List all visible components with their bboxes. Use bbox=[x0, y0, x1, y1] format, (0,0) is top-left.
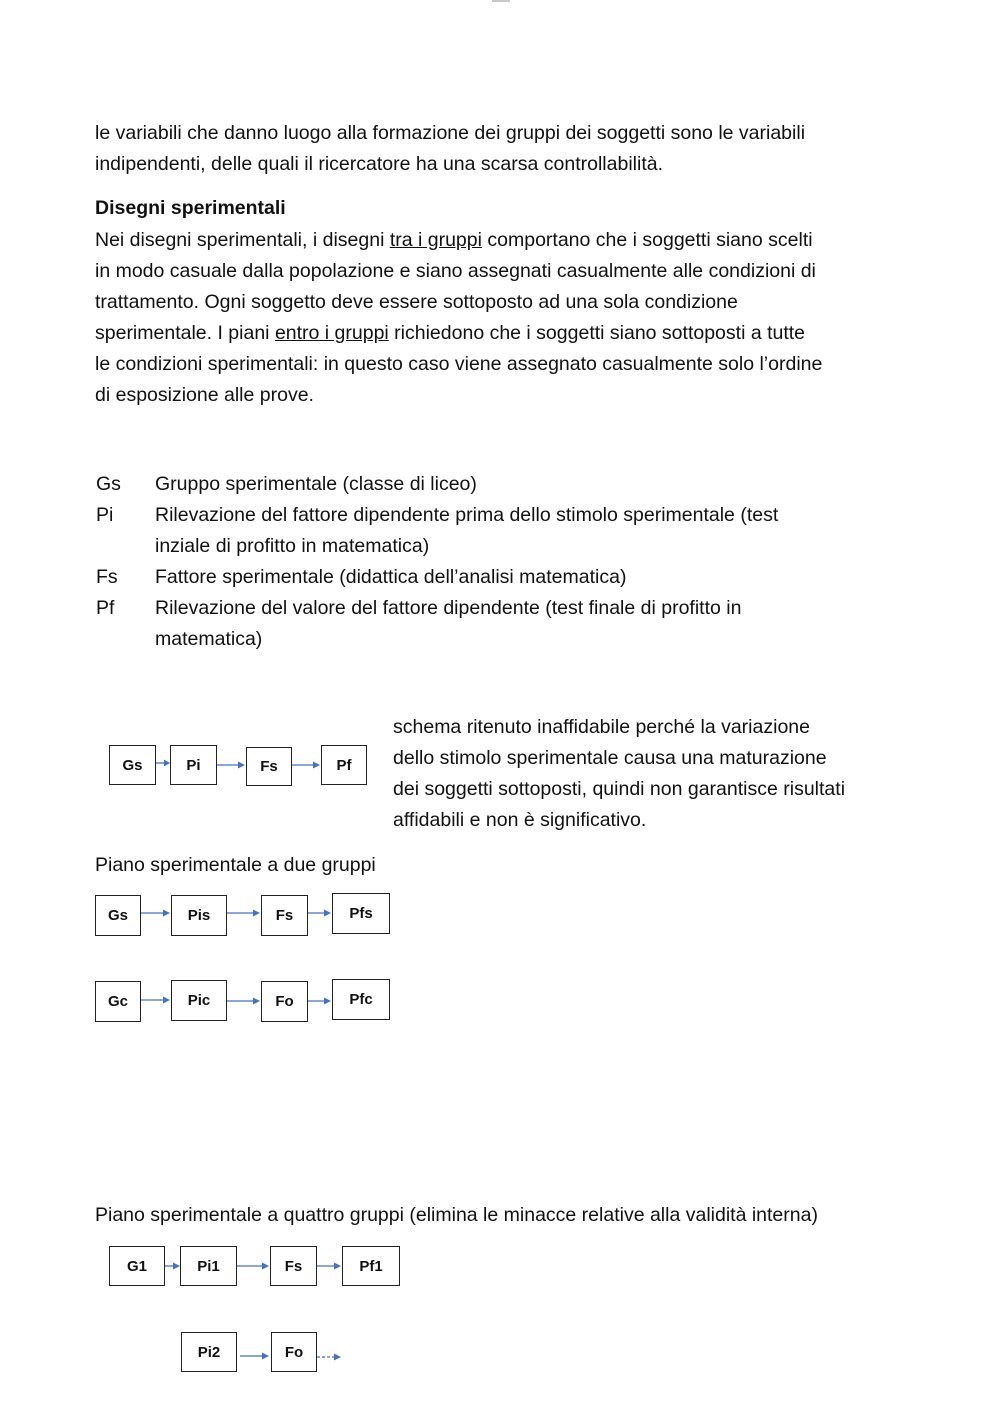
arrow-icon bbox=[240, 1351, 269, 1361]
two-groups-title: Piano sperimentale a due gruppi bbox=[95, 854, 376, 876]
note-line: affidabili e non è significativo. bbox=[393, 809, 647, 831]
paragraph-line: trattamento. Ogni soggetto deve essere sottoposto ad una sola condizione bbox=[95, 291, 738, 313]
diagram-box: Fs bbox=[246, 747, 292, 786]
intro-paragraph bbox=[95, 118, 805, 180]
diagram-box: Pfc bbox=[332, 979, 390, 1020]
arrow-icon bbox=[237, 1261, 269, 1271]
diagram-box: Pic bbox=[171, 980, 227, 1021]
diagram-box: G1 bbox=[109, 1246, 165, 1286]
paragraph-line: le condizioni sperimentali: in questo caso viene assegnato casualmente solo l’ordine bbox=[95, 353, 823, 375]
arrow-icon bbox=[165, 1261, 180, 1271]
diagram-box: Fs bbox=[261, 895, 308, 936]
arrow-icon bbox=[227, 908, 260, 918]
arrow-icon bbox=[308, 908, 331, 918]
text-run: comportano che i soggetti siano scelti bbox=[481, 229, 813, 251]
diagram-note bbox=[393, 712, 845, 836]
paragraph-line bbox=[95, 225, 822, 256]
arrow-icon bbox=[217, 760, 245, 770]
diagram-box: Pf1 bbox=[342, 1246, 400, 1286]
arrow-icon bbox=[292, 760, 320, 770]
legend-key: Fs bbox=[96, 566, 118, 588]
underlined-term: entro i gruppi bbox=[274, 322, 389, 344]
text-run: sperimentale. I piani bbox=[95, 322, 275, 344]
arrow-icon bbox=[141, 908, 170, 918]
section-paragraph bbox=[95, 225, 822, 411]
paragraph-line bbox=[95, 318, 822, 349]
diagram-box: Pi bbox=[170, 745, 217, 785]
diagram-box: Gs bbox=[109, 745, 156, 785]
arrow-icon bbox=[317, 1352, 342, 1362]
legend-desc: Fattore sperimentale (didattica dell’analisi matematica) bbox=[155, 566, 627, 588]
section-heading: Disegni sperimentali bbox=[95, 197, 286, 219]
header-mark bbox=[492, 0, 510, 2]
diagram-box: Pi1 bbox=[180, 1246, 237, 1286]
note-line: dei soggetti sottoposti, quindi non garantisce risultati bbox=[393, 778, 846, 800]
legend-desc: Gruppo sperimentale (classe di liceo) bbox=[155, 473, 477, 495]
diagram-box: Gs bbox=[95, 895, 141, 936]
text-run: richiedono che i soggetti siano sottoposti a tutte bbox=[388, 322, 806, 344]
note-line: dello stimolo sperimentale causa una maturazione bbox=[393, 747, 827, 769]
arrow-icon bbox=[156, 758, 170, 768]
arrow-icon bbox=[308, 996, 331, 1006]
diagram-box: Gc bbox=[95, 981, 141, 1022]
diagram-box: Fo bbox=[271, 1332, 317, 1372]
diagram-box: Pis bbox=[171, 895, 227, 936]
underlined-term: tra i gruppi bbox=[389, 229, 482, 251]
diagram-box: Pi2 bbox=[181, 1332, 237, 1372]
intro-line: indipendenti, delle quali il ricercatore ha una scarsa controllabilità. bbox=[95, 153, 663, 175]
diagram-box: Pfs bbox=[332, 893, 390, 934]
legend-desc: matematica) bbox=[155, 628, 263, 650]
arrow-icon bbox=[227, 996, 260, 1006]
note-line: schema ritenuto inaffidabile perché la variazione bbox=[393, 716, 810, 738]
legend-desc: inziale di profitto in matematica) bbox=[155, 535, 430, 557]
legend-key: Pi bbox=[96, 504, 114, 526]
diagram-box: Fs bbox=[270, 1246, 317, 1286]
legend-desc: Rilevazione del valore del fattore dipendente (test finale di profitto in bbox=[155, 597, 742, 619]
four-groups-title: Piano sperimentale a quattro gruppi (elimina le minacce relative alla validità interna) bbox=[95, 1204, 818, 1226]
arrow-icon bbox=[141, 995, 170, 1005]
legend-key: Pf bbox=[96, 597, 115, 619]
diagram-box: Fo bbox=[261, 981, 308, 1022]
arrow-icon bbox=[317, 1261, 341, 1271]
legend-desc: Rilevazione del fattore dipendente prima dello stimolo sperimentale (test bbox=[155, 504, 779, 526]
text-run: Nei disegni sperimentali, i disegni bbox=[95, 229, 390, 251]
legend-key: Gs bbox=[96, 473, 121, 495]
paragraph-line: di esposizione alle prove. bbox=[95, 384, 314, 406]
intro-line: le variabili che danno luogo alla formazione dei gruppi dei soggetti sono le variabili bbox=[95, 122, 806, 144]
diagram-box: Pf bbox=[321, 745, 367, 785]
paragraph-line: in modo casuale dalla popolazione e siano assegnati casualmente alle condizioni di bbox=[95, 260, 816, 282]
